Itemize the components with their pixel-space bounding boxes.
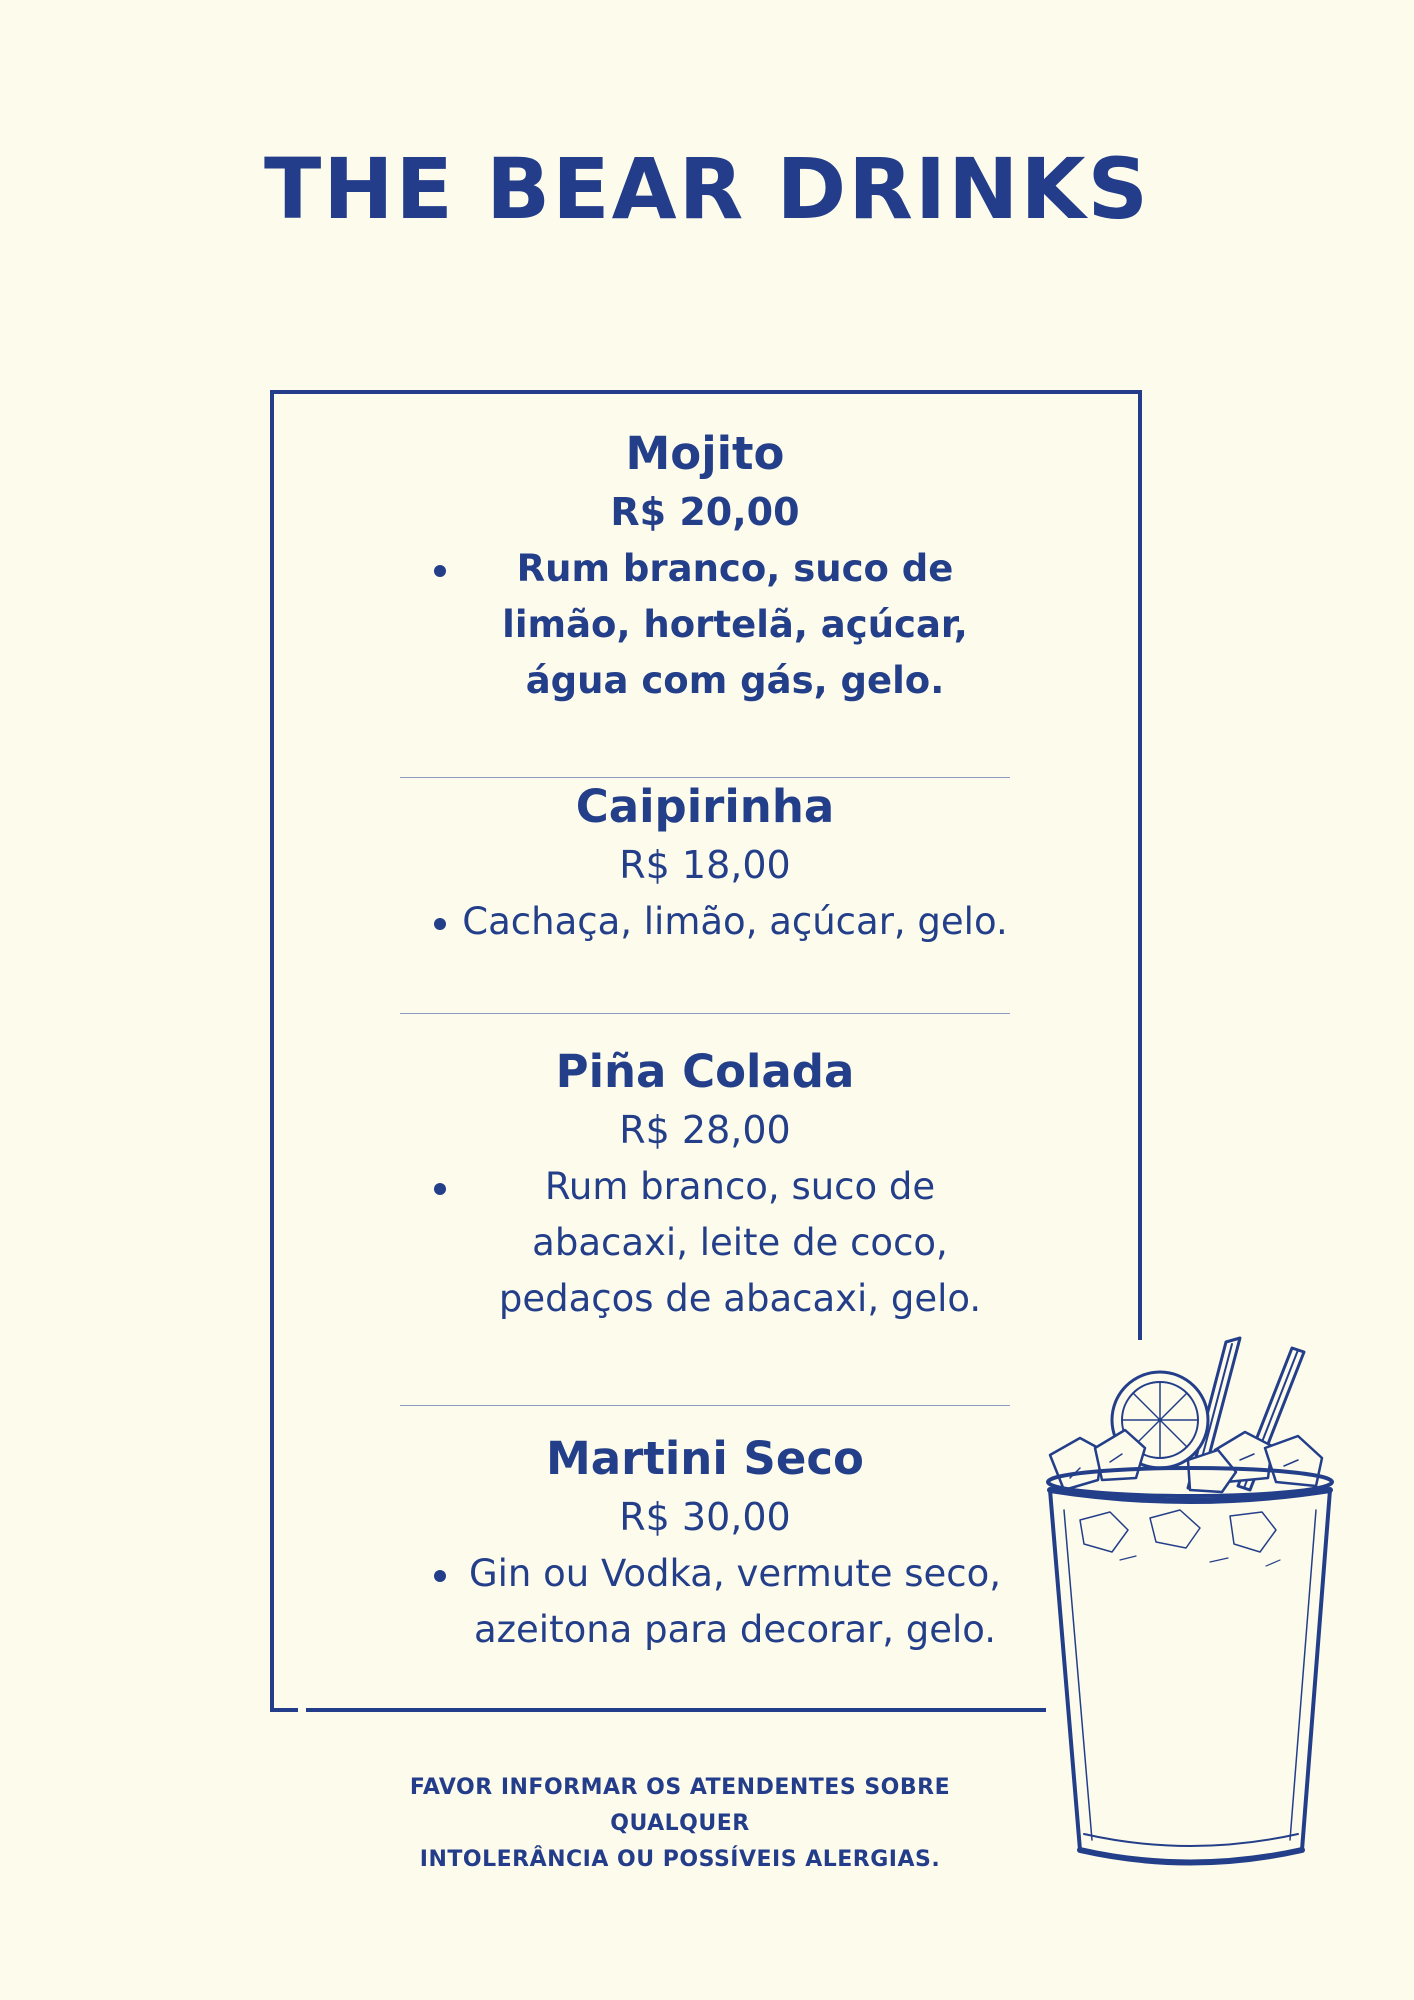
item-description [400,1159,1010,1327]
page-title: THE BEAR DRINKS [263,140,1151,238]
item-name: Caipirinha [575,780,835,833]
item-name: Piña Colada [555,1045,855,1098]
bullet-icon [434,918,446,930]
notice-line: FAVOR INFORMAR OS ATENDENTES SOBRE QUALQUER [409,1775,951,1836]
bullet-icon [434,1183,446,1195]
allergy-notice [340,1770,1020,1878]
item-description-text: Gin ou Vodka, vermute seco, azeitona para decorar, gelo. [468,1552,1002,1651]
item-name: Martini Seco [546,1432,864,1485]
item-description [400,1546,1010,1658]
frame-notch [298,1706,306,1714]
item-name: Mojito [625,427,785,480]
bullet-icon [434,1570,446,1582]
item-description-text: Rum branco, suco de limão, hortelã, açúcar, água com gás, gelo. [502,547,968,702]
menu-item-caipirinha [400,778,1010,950]
item-price: R$ 30,00 [619,1495,791,1539]
divider [400,1013,1010,1014]
menu-item-martini-seco [400,1430,1010,1658]
menu-item-mojito [400,425,1010,709]
divider [400,1405,1010,1406]
item-price: R$ 18,00 [619,843,791,887]
menu-item-pina-colada [400,1043,1010,1327]
item-description-text: Cachaça, limão, açúcar, gelo. [462,900,1008,943]
item-description-text: Rum branco, suco de abacaxi, leite de coco, pedaços de abacaxi, gelo. [498,1165,982,1320]
bullet-icon [434,565,446,577]
item-price: R$ 28,00 [619,1108,791,1152]
item-description [400,541,1010,709]
item-description [400,894,1010,950]
item-price: R$ 20,00 [610,490,800,534]
notice-line: INTOLERÂNCIA OU POSSÍVEIS ALERGIAS. [419,1847,941,1872]
cocktail-glass-icon [1040,1330,1340,1890]
